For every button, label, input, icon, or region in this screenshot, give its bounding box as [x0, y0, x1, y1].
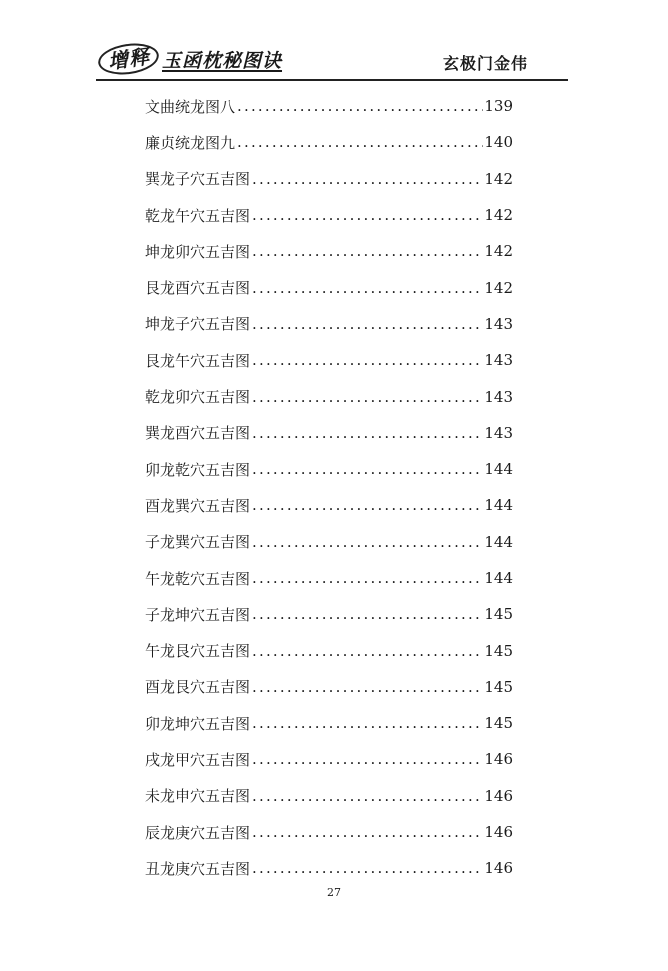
toc-leader-dots — [252, 170, 483, 188]
toc-entry — [145, 197, 513, 233]
toc-entry — [145, 778, 513, 814]
header-rule — [96, 79, 568, 81]
toc-entry — [145, 524, 513, 560]
toc-entry-title: 廉贞统龙图九 — [145, 133, 236, 152]
toc-entry-page: 145 — [484, 714, 513, 733]
toc-leader-dots — [252, 533, 483, 551]
toc-leader-dots — [252, 605, 483, 623]
author-name: 玄极门金伟 — [442, 54, 528, 73]
toc-entry-title: 子龙巽穴五吉图 — [145, 533, 251, 552]
toc-entry — [145, 705, 513, 741]
toc-entry — [145, 269, 513, 305]
toc-leader-dots — [252, 569, 483, 587]
toc-entry-title: 子龙坤穴五吉图 — [145, 605, 251, 624]
toc-entry-page: 146 — [484, 750, 513, 769]
toc-leader-dots — [252, 206, 483, 224]
book-title-logo — [98, 44, 282, 74]
toc-entry — [145, 378, 513, 414]
toc-entry-page: 144 — [484, 460, 513, 479]
toc-entry-title: 巽龙酉穴五吉图 — [145, 424, 251, 443]
toc-entry-page: 143 — [484, 387, 513, 406]
toc-entry-page: 143 — [484, 423, 513, 442]
toc-entry — [145, 233, 513, 269]
toc-leader-dots — [252, 315, 483, 333]
toc-entry-page: 140 — [484, 133, 513, 152]
toc-leader-dots — [252, 424, 483, 442]
toc-entry-page: 139 — [484, 97, 513, 116]
toc-entry-title: 坤龙卯穴五吉图 — [145, 242, 251, 261]
toc-entry — [145, 487, 513, 523]
toc-entry-title: 丑龙庚穴五吉图 — [145, 859, 251, 878]
toc-entry-page: 145 — [484, 605, 513, 624]
toc-entry-title: 坤龙子穴五吉图 — [145, 315, 251, 334]
toc-entry-title: 乾龙午穴五吉图 — [145, 206, 251, 225]
toc-entry-title: 戌龙甲穴五吉图 — [145, 750, 251, 769]
toc-entry-page: 142 — [484, 242, 513, 261]
toc-entry — [145, 669, 513, 705]
toc-leader-dots — [252, 351, 483, 369]
table-of-contents — [145, 88, 513, 887]
toc-entry-title: 辰龙庚穴五吉图 — [145, 823, 251, 842]
toc-entry — [145, 596, 513, 632]
toc-entry-title: 艮龙午穴五吉图 — [145, 351, 251, 370]
toc-entry-page: 145 — [484, 677, 513, 696]
toc-entry-title: 酉龙艮穴五吉图 — [145, 678, 251, 697]
toc-entry-title: 文曲统龙图八 — [145, 97, 236, 116]
toc-entry — [145, 850, 513, 886]
toc-leader-dots — [252, 750, 483, 768]
toc-leader-dots — [252, 859, 483, 877]
toc-entry-page: 146 — [484, 823, 513, 842]
toc-leader-dots — [252, 460, 483, 478]
page-number: 27 — [327, 886, 341, 899]
toc-entry — [145, 415, 513, 451]
toc-leader-dots — [252, 388, 483, 406]
toc-entry — [145, 306, 513, 342]
toc-leader-dots — [252, 279, 483, 297]
toc-entry-title: 未龙申穴五吉图 — [145, 787, 251, 806]
toc-entry-page: 144 — [484, 532, 513, 551]
toc-leader-dots — [252, 642, 483, 660]
toc-entry-title: 午龙艮穴五吉图 — [145, 642, 251, 661]
book-title-lead: 增释 — [96, 40, 161, 78]
toc-entry-page: 143 — [484, 314, 513, 333]
toc-entry-title: 巽龙子穴五吉图 — [145, 170, 251, 189]
toc-entry-title: 卯龙乾穴五吉图 — [145, 460, 251, 479]
toc-leader-dots — [252, 496, 483, 514]
toc-entry — [145, 451, 513, 487]
toc-entry-title: 午龙乾穴五吉图 — [145, 569, 251, 588]
toc-entry — [145, 161, 513, 197]
toc-entry — [145, 124, 513, 160]
toc-entry-page: 146 — [484, 859, 513, 878]
toc-entry-page: 142 — [484, 169, 513, 188]
toc-entry — [145, 814, 513, 850]
toc-entry — [145, 560, 513, 596]
toc-leader-dots — [252, 242, 483, 260]
toc-entry-page: 143 — [484, 351, 513, 370]
toc-entry-title: 乾龙卯穴五吉图 — [145, 388, 251, 407]
toc-leader-dots — [252, 714, 483, 732]
toc-entry-page: 144 — [484, 569, 513, 587]
toc-entry-title: 卯龙坤穴五吉图 — [145, 714, 251, 733]
toc-leader-dots — [252, 678, 483, 696]
toc-leader-dots — [252, 787, 483, 805]
toc-entry — [145, 632, 513, 668]
toc-entry — [145, 741, 513, 777]
page-header — [96, 40, 568, 80]
toc-leader-dots — [237, 133, 483, 151]
toc-entry-page: 145 — [484, 641, 513, 660]
toc-entry — [145, 88, 513, 124]
toc-leader-dots — [252, 823, 483, 841]
toc-entry-title: 艮龙酉穴五吉图 — [145, 279, 251, 298]
toc-entry-page: 142 — [484, 206, 513, 225]
toc-entry-title: 酉龙巽穴五吉图 — [145, 496, 251, 515]
toc-entry-page: 146 — [484, 786, 513, 805]
toc-entry — [145, 342, 513, 378]
toc-leader-dots — [237, 97, 483, 115]
toc-entry-page: 142 — [484, 278, 513, 297]
toc-entry-page: 144 — [484, 496, 513, 515]
book-title-rest: 玉函枕秘图诀 — [162, 49, 283, 72]
